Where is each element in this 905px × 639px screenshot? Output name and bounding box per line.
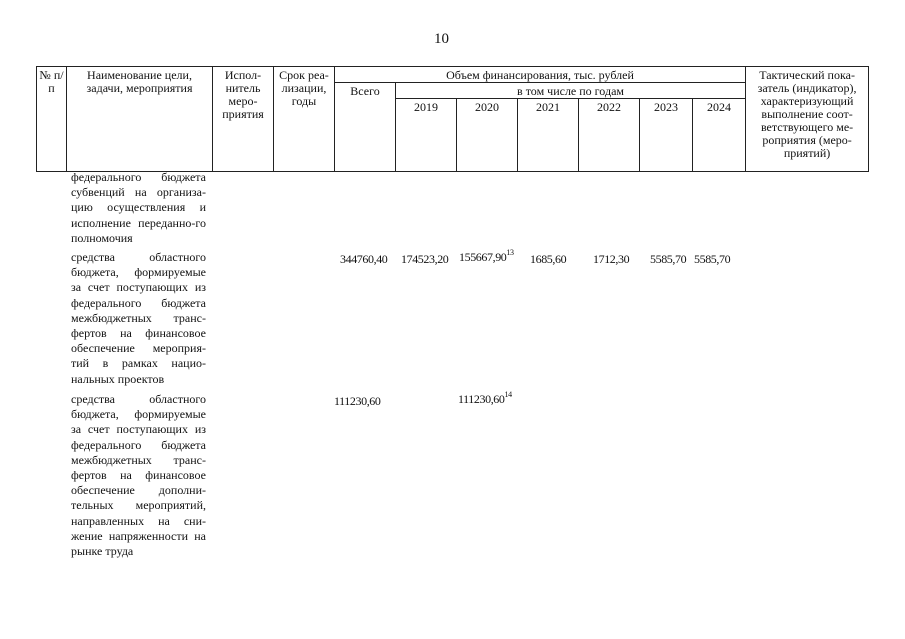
row-2-2020 bbox=[459, 250, 514, 265]
header-year-2019: 2019 bbox=[396, 99, 457, 172]
header-year-2020: 2020 bbox=[457, 99, 518, 172]
header-by-year: в том числе по годам bbox=[396, 83, 746, 99]
table-header bbox=[36, 66, 869, 172]
row-2-2023: 5585,70 bbox=[650, 252, 687, 266]
row-2-total: 344760,40 bbox=[340, 252, 388, 266]
header-year-2021: 2021 bbox=[518, 99, 579, 172]
row-2-2024: 5585,70 bbox=[694, 252, 731, 266]
row-2-2021: 1685,60 bbox=[530, 252, 567, 266]
header-term: Срок реа-лизации, годы bbox=[274, 67, 335, 172]
header-year-2022: 2022 bbox=[579, 99, 640, 172]
row-3-2020-value: 111230,60 bbox=[458, 392, 505, 406]
header-funding: Объем финансирования, тыс. рублей bbox=[335, 67, 746, 83]
row-3-2020-footnote: 14 bbox=[504, 390, 512, 399]
header-year-2023: 2023 bbox=[640, 99, 693, 172]
row-1-description: федерального бюджета субвенций на организа-цию осуществления и исполнение переданно-го полномочия bbox=[71, 170, 206, 245]
row-3-total: 111230,60 bbox=[334, 394, 381, 408]
header-year-2024: 2024 bbox=[693, 99, 746, 172]
header-executor: Испол-нитель меро-приятия bbox=[213, 67, 274, 172]
row-2-description: средства областного бюджета, формируемые за счет поступающих из федерального бюджета межбюджетных транс-фертов на финансовое обеспечение мероприя-тий в рамках нацио-нальных проектов bbox=[71, 250, 206, 386]
header-indicator: Тактический пока-затель (индикатор), характеризующий выполнение соот-ветствующего ме-роприятия (меро-приятий) bbox=[746, 67, 869, 172]
page-number: 10 bbox=[434, 31, 449, 47]
row-3-2020 bbox=[458, 392, 512, 407]
row-3-description: средства областного бюджета, формируемые за счет поступающих из федерального бюджета межбюджетных транс-фертов на финансовое обеспечение дополни-тельных мероприятий, направленных на сни-жение напряженности на рынке труда bbox=[71, 392, 206, 559]
header-name: Наименование цели, задачи, мероприятия bbox=[67, 67, 213, 172]
header-number: № п/п bbox=[37, 67, 67, 172]
row-2-2020-footnote: 13 bbox=[506, 248, 514, 257]
row-2-2022: 1712,30 bbox=[593, 252, 630, 266]
header-total: Всего bbox=[335, 83, 396, 172]
row-2-2019: 174523,20 bbox=[401, 252, 449, 266]
row-2-2020-value: 155667,90 bbox=[459, 250, 507, 264]
